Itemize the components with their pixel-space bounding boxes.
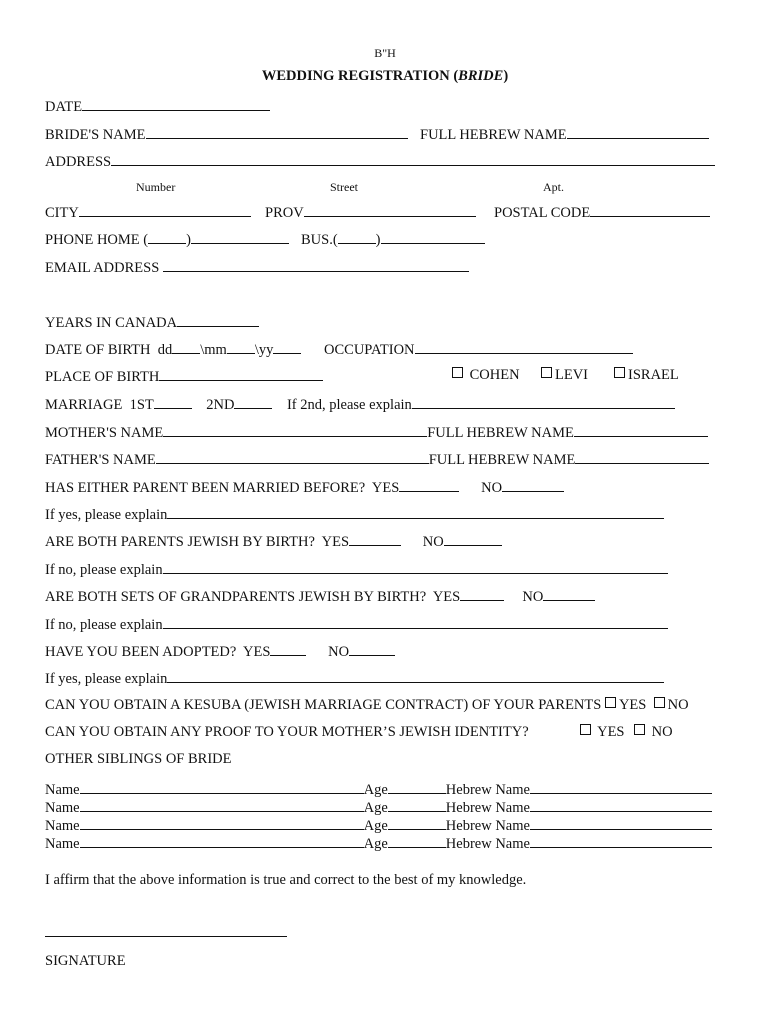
grandparents-row: ARE BOTH SETS OF GRANDPARENTS JEWISH BY BIRTH? YES NO bbox=[45, 586, 595, 606]
occupation-field[interactable] bbox=[415, 339, 633, 354]
israel-option[interactable]: ISRAEL bbox=[614, 366, 679, 384]
sibling-hebrew-field[interactable] bbox=[530, 797, 712, 812]
sibling-age-field[interactable] bbox=[388, 779, 446, 794]
email-row: EMAIL ADDRESS bbox=[45, 257, 469, 277]
bus-row: BUS.( ) bbox=[301, 229, 485, 249]
sibling-hebrew-field[interactable] bbox=[530, 833, 712, 848]
kesuba-yes-checkbox[interactable] bbox=[605, 697, 616, 708]
sibling-age-field[interactable] bbox=[388, 833, 446, 848]
grandparents-explain-row: If no, please explain bbox=[45, 614, 668, 634]
cohen-checkbox[interactable] bbox=[452, 367, 463, 378]
phone-home-area-field[interactable] bbox=[148, 229, 186, 244]
date-field[interactable] bbox=[82, 96, 270, 111]
city-field[interactable] bbox=[79, 202, 251, 217]
parent-married-explain-row: If yes, please explain bbox=[45, 504, 664, 524]
marriage-1st-field[interactable] bbox=[154, 394, 192, 409]
mother-hebrew-field[interactable] bbox=[574, 422, 708, 437]
address-row: ADDRESS bbox=[45, 151, 715, 171]
father-name-field[interactable] bbox=[156, 449, 429, 464]
parent-married-explain-field[interactable] bbox=[167, 504, 664, 519]
father-hebrew-field[interactable] bbox=[575, 449, 709, 464]
kesuba-no-checkbox[interactable] bbox=[654, 697, 665, 708]
parents-jewish-yes-field[interactable] bbox=[349, 531, 401, 546]
kesuba-row: CAN YOU OBTAIN A KESUBA (JEWISH MARRIAGE CONTRACT) OF YOUR PARENTS YES NO bbox=[45, 697, 689, 713]
proof-row: CAN YOU OBTAIN ANY PROOF TO YOUR MOTHER’S JEWISH IDENTITY? bbox=[45, 724, 529, 740]
father-row: FATHER'S NAME FULL HEBREW NAME bbox=[45, 449, 709, 469]
proof-no-option[interactable]: NO bbox=[634, 723, 673, 741]
years-row: YEARS IN CANADA bbox=[45, 312, 259, 332]
dob-yy-field[interactable] bbox=[273, 339, 301, 354]
pob-field[interactable] bbox=[159, 366, 323, 381]
sibling-hebrew-field[interactable] bbox=[530, 779, 712, 794]
adopted-no-field[interactable] bbox=[349, 641, 395, 656]
address-field[interactable] bbox=[111, 151, 715, 166]
sibling-hebrew-field[interactable] bbox=[530, 815, 712, 830]
sibling-name-field[interactable] bbox=[80, 779, 364, 794]
brides-name-row: BRIDE'S NAME bbox=[45, 124, 408, 144]
parent-married-yes-field[interactable] bbox=[399, 477, 459, 492]
sibling-age-field[interactable] bbox=[388, 815, 446, 830]
hebrew-name-row: FULL HEBREW NAME bbox=[420, 124, 709, 144]
postal-row: POSTAL CODE bbox=[494, 202, 710, 222]
date-row: DATE bbox=[45, 96, 270, 116]
parents-jewish-no-field[interactable] bbox=[444, 531, 502, 546]
phone-home-field[interactable] bbox=[191, 229, 289, 244]
adopted-explain-row: If yes, please explain bbox=[45, 668, 664, 688]
sibling-row: Name Age Hebrew Name bbox=[45, 815, 712, 835]
sibling-name-field[interactable] bbox=[80, 833, 364, 848]
israel-checkbox[interactable] bbox=[614, 367, 625, 378]
cohen-option[interactable]: COHEN bbox=[452, 366, 520, 384]
street-caption: Street bbox=[330, 180, 358, 194]
pob-row: PLACE OF BIRTH bbox=[45, 366, 323, 386]
mother-name-field[interactable] bbox=[163, 422, 427, 437]
sibling-row: Name Age Hebrew Name bbox=[45, 779, 712, 799]
adopted-yes-field[interactable] bbox=[270, 641, 306, 656]
apt-caption: Apt. bbox=[543, 180, 564, 194]
dob-mm-field[interactable] bbox=[227, 339, 255, 354]
signature-label: SIGNATURE bbox=[45, 953, 126, 969]
brides-name-field[interactable] bbox=[146, 124, 408, 139]
occupation-row: OCCUPATION bbox=[324, 339, 633, 359]
dob-dd-field[interactable] bbox=[172, 339, 200, 354]
dob-row: DATE OF BIRTH dd \mm \yy bbox=[45, 339, 301, 359]
bus-field[interactable] bbox=[381, 229, 485, 244]
adopted-row: HAVE YOU BEEN ADOPTED? YES NO bbox=[45, 641, 395, 661]
grandparents-yes-field[interactable] bbox=[460, 586, 504, 601]
email-field[interactable] bbox=[163, 257, 469, 272]
proof-yes-checkbox[interactable] bbox=[580, 724, 591, 735]
parent-married-no-field[interactable] bbox=[502, 477, 564, 492]
city-row: CITY bbox=[45, 202, 251, 222]
adopted-explain-field[interactable] bbox=[167, 668, 664, 683]
affirmation-text: I affirm that the above information is true and correct to the best of my knowledge. bbox=[45, 872, 527, 888]
parent-married-row: HAS EITHER PARENT BEEN MARRIED BEFORE? YES NO bbox=[45, 477, 564, 497]
years-field[interactable] bbox=[177, 312, 259, 327]
number-caption: Number bbox=[136, 180, 176, 194]
levi-option[interactable]: LEVI bbox=[541, 366, 588, 384]
prov-row: PROV bbox=[265, 202, 476, 222]
parents-jewish-explain-row: If no, please explain bbox=[45, 559, 668, 579]
header-mark: B"H bbox=[374, 46, 396, 60]
parents-jewish-row: ARE BOTH PARENTS JEWISH BY BIRTH? YES NO bbox=[45, 531, 502, 551]
siblings-heading: OTHER SIBLINGS OF BRIDE bbox=[45, 751, 232, 767]
prov-field[interactable] bbox=[304, 202, 476, 217]
sibling-age-field[interactable] bbox=[388, 797, 446, 812]
grandparents-explain-field[interactable] bbox=[163, 614, 668, 629]
sibling-name-field[interactable] bbox=[80, 815, 364, 830]
levi-checkbox[interactable] bbox=[541, 367, 552, 378]
postal-field[interactable] bbox=[590, 202, 710, 217]
hebrew-name-field[interactable] bbox=[567, 124, 709, 139]
form-title: WEDDING REGISTRATION (BRIDE) bbox=[261, 68, 509, 84]
parents-jewish-explain-field[interactable] bbox=[163, 559, 668, 574]
proof-no-checkbox[interactable] bbox=[634, 724, 645, 735]
signature-line[interactable] bbox=[45, 922, 287, 942]
proof-yes-option[interactable]: YES bbox=[580, 723, 625, 741]
marriage-row: MARRIAGE 1ST 2ND If 2nd, please explain bbox=[45, 394, 675, 414]
phone-row: PHONE HOME ( ) bbox=[45, 229, 289, 249]
bus-area-field[interactable] bbox=[338, 229, 376, 244]
mother-row: MOTHER'S NAME FULL HEBREW NAME bbox=[45, 422, 708, 442]
sibling-name-field[interactable] bbox=[80, 797, 364, 812]
marriage-2nd-field[interactable] bbox=[234, 394, 272, 409]
sibling-row: Name Age Hebrew Name bbox=[45, 797, 712, 817]
grandparents-no-field[interactable] bbox=[543, 586, 595, 601]
sibling-row: Name Age Hebrew Name bbox=[45, 833, 712, 853]
marriage-explain-field[interactable] bbox=[412, 394, 675, 409]
